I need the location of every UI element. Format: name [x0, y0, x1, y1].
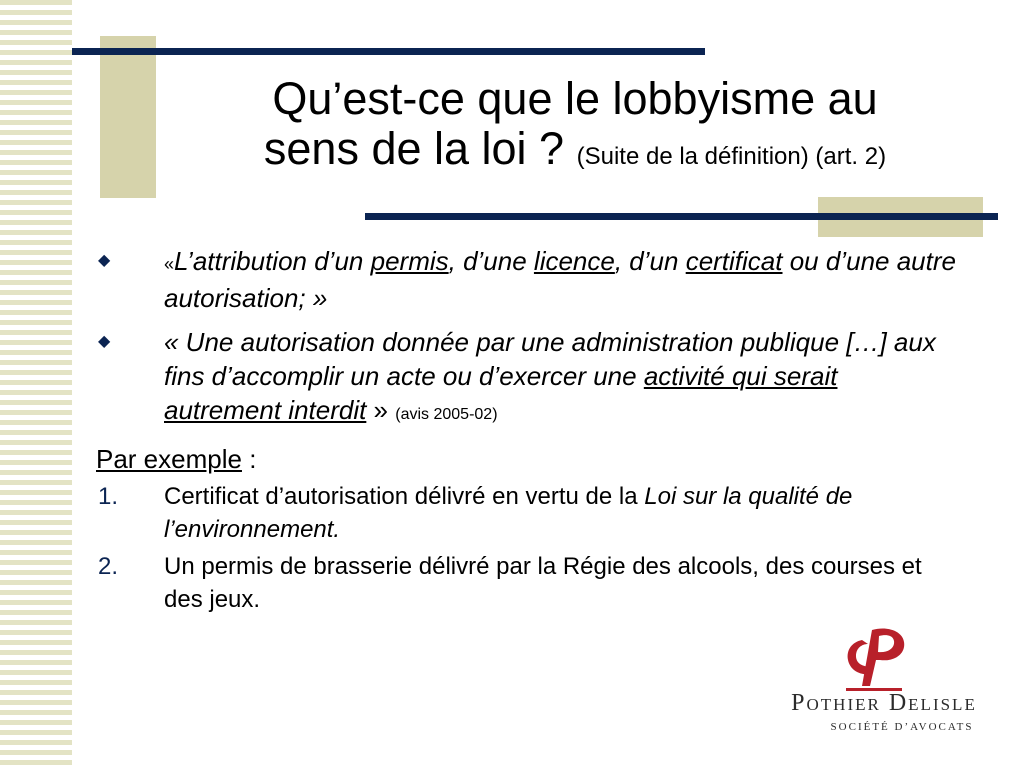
open-quote: «	[164, 254, 175, 274]
logo-tagline: SOCIÉTÉ D’AVOCATS	[830, 721, 974, 733]
close-quote: »	[366, 395, 396, 425]
decorative-stripes	[0, 0, 72, 768]
bullet-text: ou d’une autre autorisation; »	[164, 246, 956, 313]
example-label: Par exemple	[96, 444, 242, 474]
bullet-item	[96, 244, 956, 315]
decorative-tan-block-top	[100, 36, 156, 198]
source-note: (avis 2005-02)	[395, 406, 498, 423]
diamond-icon: ◆	[98, 333, 111, 350]
item-number: 1.	[98, 483, 119, 510]
bullet-text: , d’une	[448, 246, 534, 276]
term-activite: activité qui serait autrement interdit	[164, 361, 838, 425]
numbered-item	[96, 550, 956, 616]
diamond-icon: ◆	[98, 252, 111, 269]
title-subtitle: (Suite de la définition) (art. 2)	[576, 143, 887, 170]
title-line-2: sens de la loi ?	[263, 123, 565, 174]
item-text: Certificat d’autorisation délivré en vertu de la	[164, 483, 645, 510]
slide-body	[96, 244, 956, 620]
term-certificat: certificat	[685, 246, 783, 276]
example-colon: :	[241, 444, 257, 474]
example-heading	[96, 442, 956, 476]
bullet-item	[96, 325, 956, 432]
item-number: 2.	[98, 553, 119, 580]
logo-name: Pothier Delisle	[791, 690, 977, 716]
pd-monogram-icon	[842, 626, 912, 694]
company-logo	[764, 626, 1004, 738]
term-licence: licence	[533, 246, 615, 276]
slide-title	[150, 74, 1000, 182]
item-law-title: Loi sur la qualité de l’environnement.	[164, 483, 853, 543]
decorative-navy-line-bottom	[365, 213, 998, 220]
decorative-navy-line-top	[72, 48, 705, 55]
title-line-1: Qu’est-ce que le lobbyisme au	[272, 73, 878, 124]
numbered-item	[96, 480, 956, 546]
bullet-text: « Une autorisation donnée par une administration publique […] aux fins d’accomplir un acte ou d’exercer une	[164, 327, 936, 391]
bullet-text: , d’un	[614, 246, 686, 276]
item-text: Un permis de brasserie délivré par la Régie des alcools, des courses et des jeux.	[164, 553, 922, 613]
term-permis: permis	[370, 246, 449, 276]
bullet-text: L’attribution d’un	[174, 246, 371, 276]
